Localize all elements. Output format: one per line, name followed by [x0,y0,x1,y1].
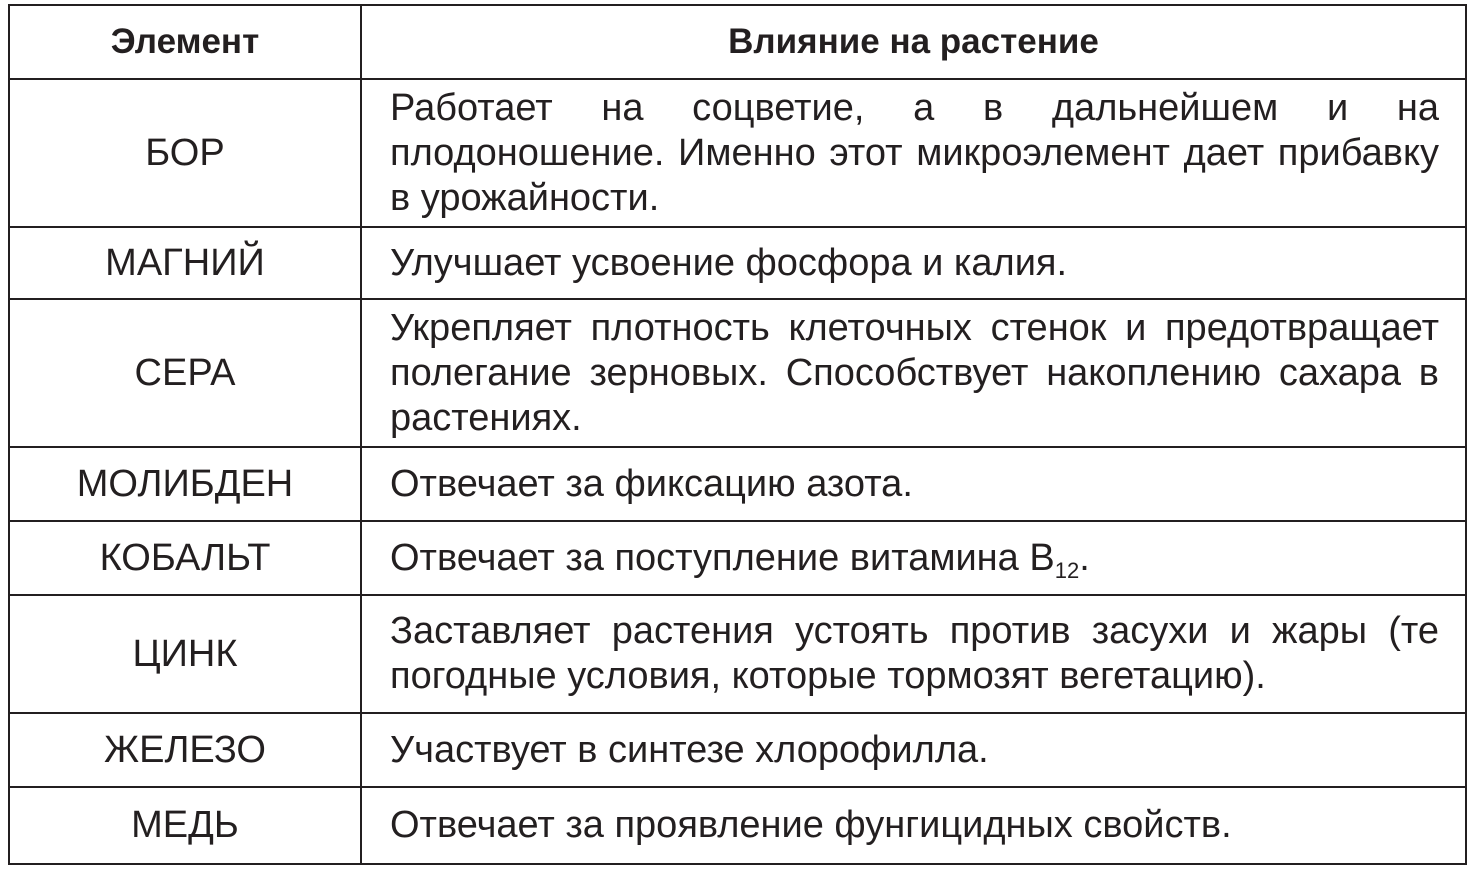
effect-text: Отвечает за поступление витамина B [390,536,1055,579]
effect-subscript: 12 [1054,557,1080,583]
table-row [9,595,1466,713]
effect-cell: Отвечает за проявление фунгицидных свойств. [361,787,1466,864]
element-cell: МАГНИЙ [9,227,361,299]
table-row [9,79,1466,227]
effect-cell: Укрепляет плотность клеточных стенок и предотвращает полегание зерновых. Способствует накоплению сахара в растениях. [361,299,1466,447]
element-cell: БОР [9,79,361,227]
table-row [9,447,1466,521]
table-row [9,521,1466,595]
microelements-table [8,4,1467,865]
effect-cell: Работает на соцветие, а в дальнейшем и на плодоношение. Именно этот микроэлемент дает прибавку в урожайности. [361,79,1466,227]
element-cell: ЖЕЛЕЗО [9,713,361,787]
effect-cell: Заставляет растения устоять против засухи и жары (те погодные условия, которые тормозят вегетацию). [361,595,1466,713]
element-cell: СЕРА [9,299,361,447]
column-header-influence: Влияние на растение [361,5,1466,79]
effect-cell: Участвует в синтезе хлорофилла. [361,713,1466,787]
effect-cell: Отвечает за фиксацию азота. [361,447,1466,521]
table-row [9,299,1466,447]
column-header-element: Элемент [9,5,361,79]
effect-text-end: . [1079,536,1090,579]
effect-cell: Улучшает усвоение фосфора и калия. [361,227,1466,299]
table-row [9,227,1466,299]
element-cell: МОЛИБДЕН [9,447,361,521]
element-cell: МЕДЬ [9,787,361,864]
table-header-row [9,5,1466,79]
table-row [9,713,1466,787]
element-cell: ЦИНК [9,595,361,713]
effect-cell [361,521,1466,595]
table-row [9,787,1466,864]
element-cell: КОБАЛЬТ [9,521,361,595]
